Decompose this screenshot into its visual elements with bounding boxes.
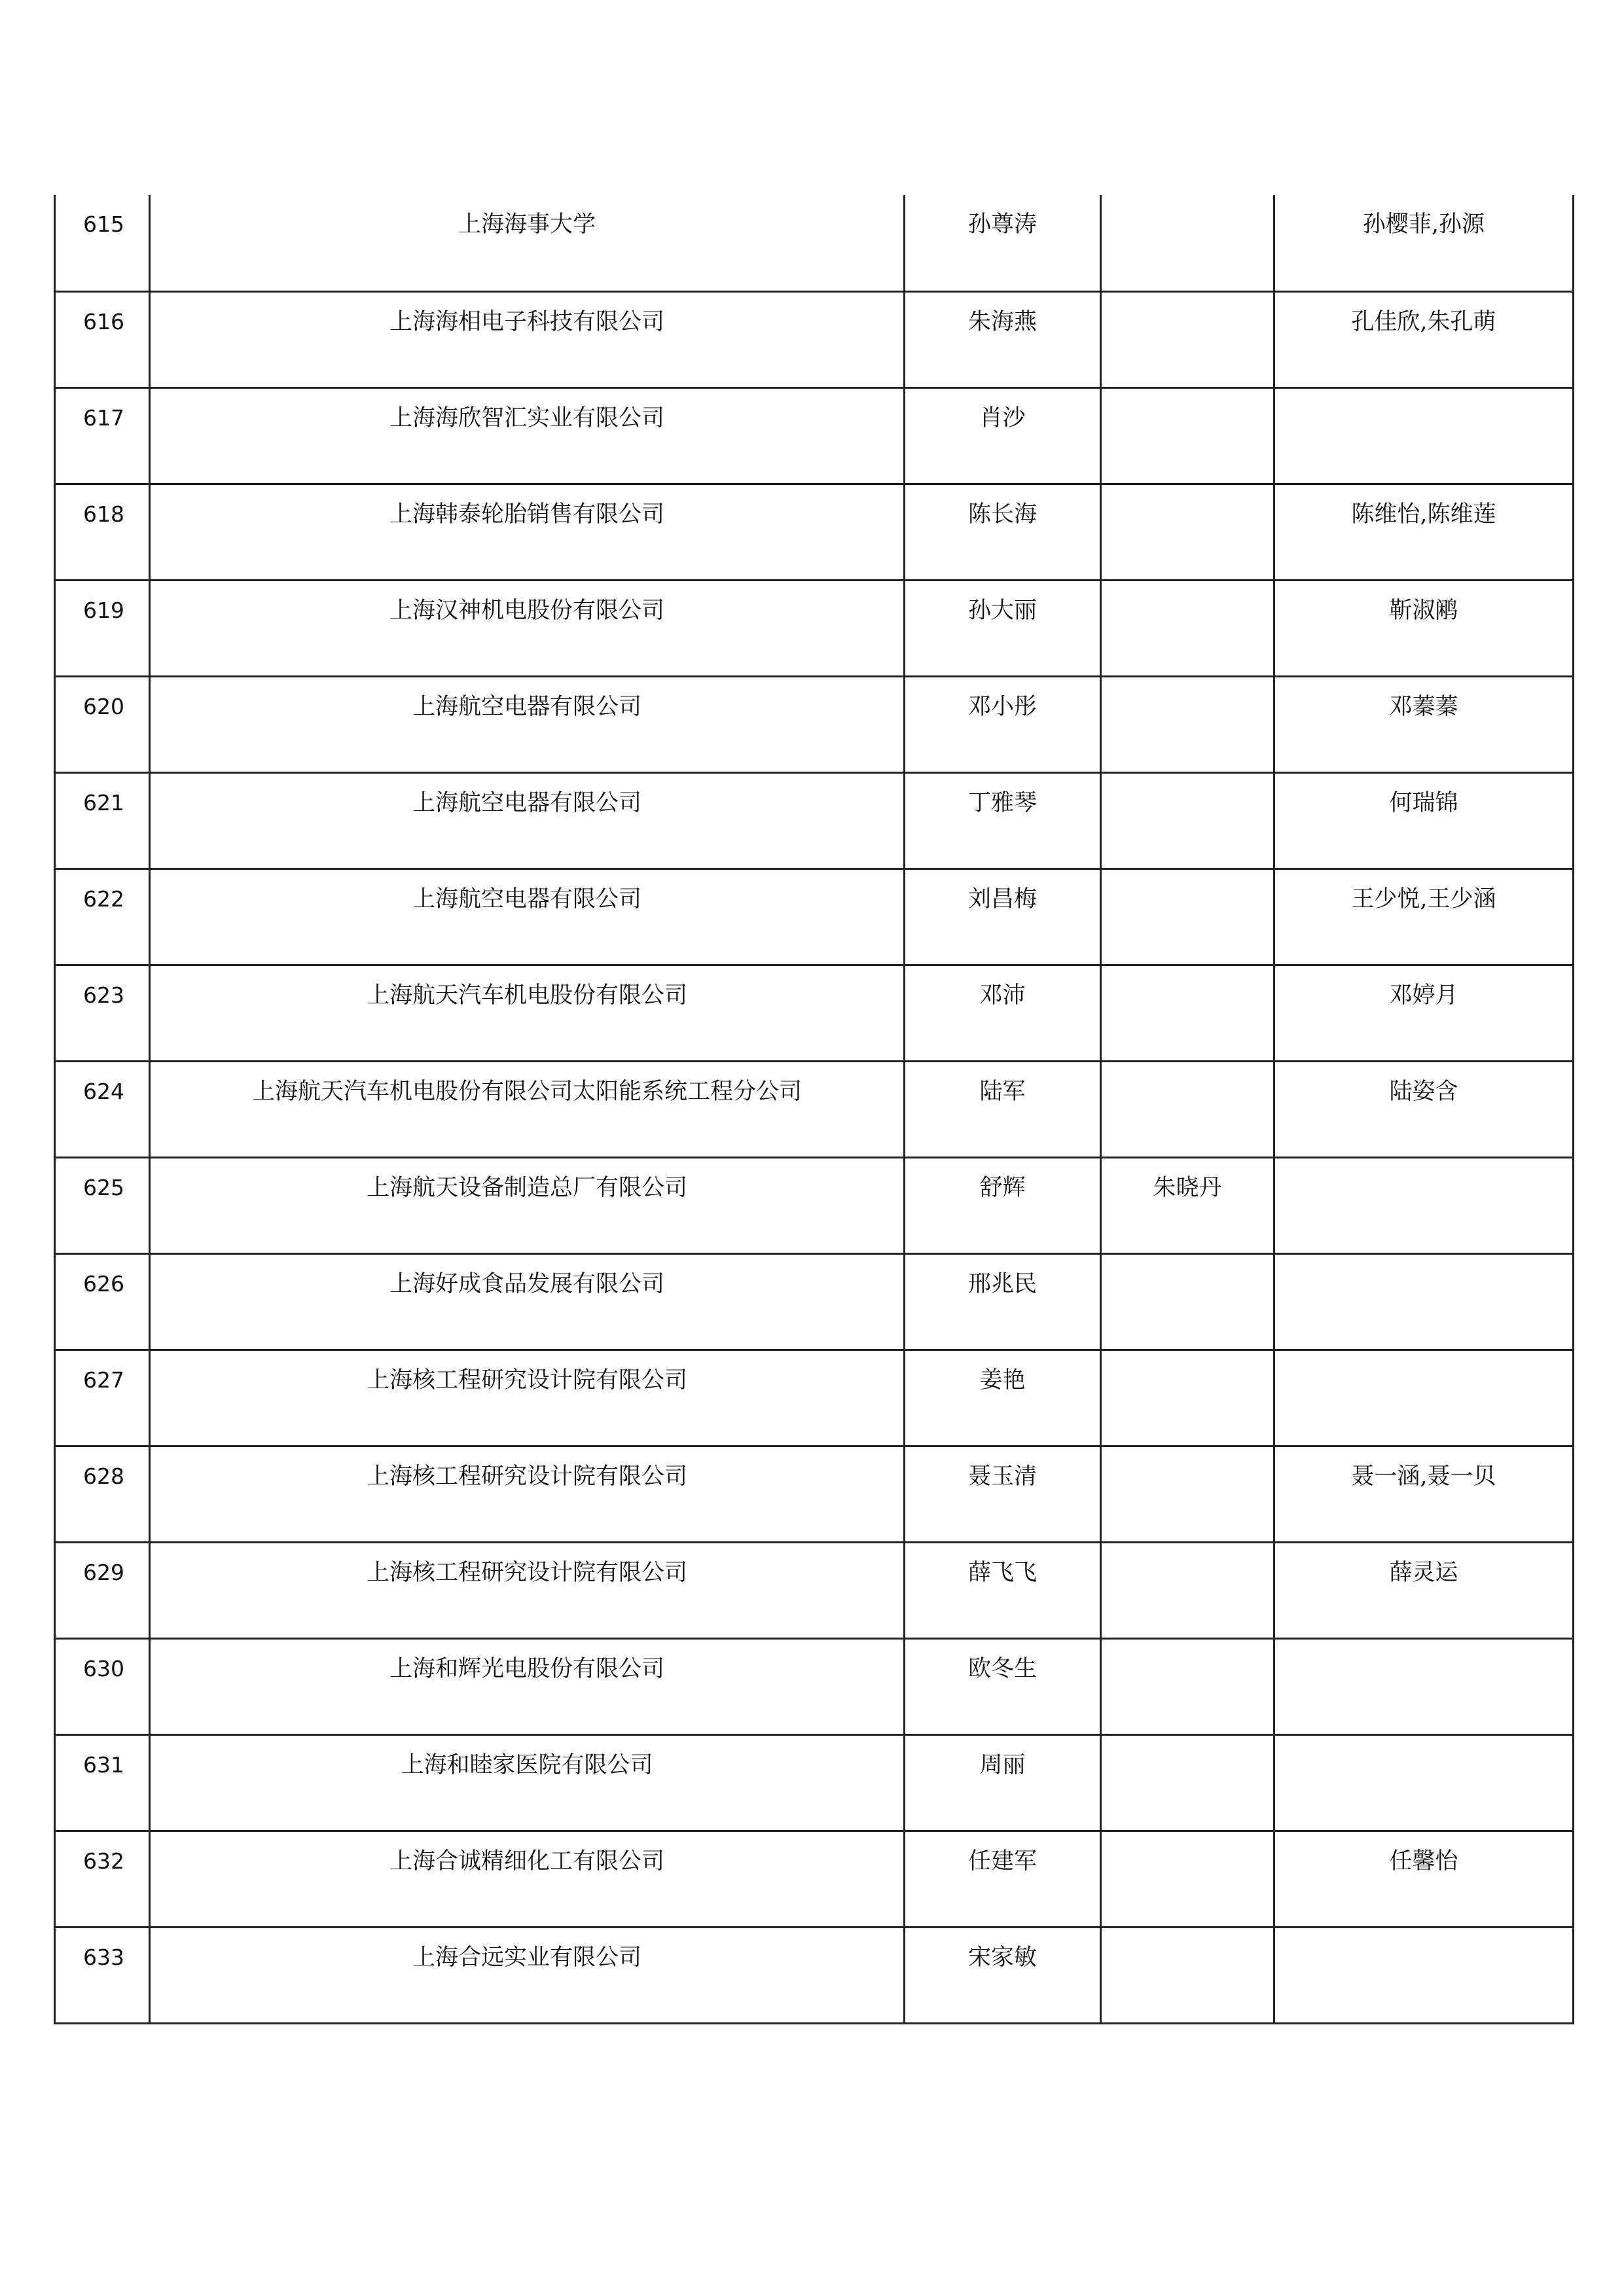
applicant-name-cell: 舒辉 (905, 1157, 1101, 1253)
children-names-cell: 陈维怡,陈维莲 (1274, 484, 1574, 580)
applicant-name-cell: 孙尊涛 (905, 195, 1101, 291)
co-applicant-cell (1101, 1542, 1274, 1638)
applicant-name-cell: 肖沙 (905, 387, 1101, 484)
children-names-cell: 薛灵运 (1274, 1542, 1574, 1638)
applicant-name-cell: 姜艳 (905, 1350, 1101, 1446)
organization-cell: 上海海相电子科技有限公司 (150, 291, 905, 387)
children-names-cell: 邓婷月 (1274, 965, 1574, 1061)
row-number-cell: 632 (55, 1831, 150, 1927)
applicant-name-cell: 聂玉清 (905, 1446, 1101, 1542)
applicant-name-cell: 孙大丽 (905, 580, 1101, 676)
table-row (55, 772, 1574, 869)
organization-cell: 上海航天设备制造总厂有限公司 (150, 1157, 905, 1253)
applicant-name-cell: 刘昌梅 (905, 869, 1101, 965)
row-number-cell: 623 (55, 965, 150, 1061)
organization-cell: 上海好成食品发展有限公司 (150, 1253, 905, 1350)
organization-cell: 上海韩泰轮胎销售有限公司 (150, 484, 905, 580)
children-names-cell (1274, 1927, 1574, 2023)
organization-cell: 上海核工程研究设计院有限公司 (150, 1542, 905, 1638)
co-applicant-cell (1101, 676, 1274, 772)
row-number-cell: 633 (55, 1927, 150, 2023)
row-number-cell: 621 (55, 772, 150, 869)
organization-cell: 上海汉神机电股份有限公司 (150, 580, 905, 676)
co-applicant-cell (1101, 1831, 1274, 1927)
organization-cell: 上海航空电器有限公司 (150, 676, 905, 772)
organization-cell: 上海和辉光电股份有限公司 (150, 1638, 905, 1734)
co-applicant-cell (1101, 1927, 1274, 2023)
children-names-cell: 邓蓁蓁 (1274, 676, 1574, 772)
applicant-name-cell: 丁雅琴 (905, 772, 1101, 869)
children-names-cell (1274, 1350, 1574, 1446)
applicant-name-cell: 朱海燕 (905, 291, 1101, 387)
children-names-cell (1274, 1253, 1574, 1350)
table-row (55, 1638, 1574, 1734)
co-applicant-cell (1101, 1061, 1274, 1157)
table-row (55, 1831, 1574, 1927)
table-row (55, 484, 1574, 580)
row-number-cell: 620 (55, 676, 150, 772)
table-row (55, 1927, 1574, 2023)
co-applicant-cell (1101, 1446, 1274, 1542)
applicant-name-cell: 邢兆民 (905, 1253, 1101, 1350)
children-names-cell: 何瑞锦 (1274, 772, 1574, 869)
applicant-name-cell: 宋家敏 (905, 1927, 1101, 2023)
organization-cell: 上海航空电器有限公司 (150, 772, 905, 869)
row-number-cell: 630 (55, 1638, 150, 1734)
row-number-cell: 624 (55, 1061, 150, 1157)
co-applicant-cell (1101, 772, 1274, 869)
organization-cell: 上海航天汽车机电股份有限公司太阳能系统工程分公司 (150, 1061, 905, 1157)
applicant-name-cell: 周丽 (905, 1734, 1101, 1831)
children-names-cell (1274, 1157, 1574, 1253)
organization-cell: 上海海欣智汇实业有限公司 (150, 387, 905, 484)
co-applicant-cell (1101, 195, 1274, 291)
children-names-cell (1274, 1638, 1574, 1734)
applicant-name-cell: 欧冬生 (905, 1638, 1101, 1734)
table-row (55, 1350, 1574, 1446)
row-number-cell: 616 (55, 291, 150, 387)
table-row (55, 1542, 1574, 1638)
co-applicant-cell (1101, 1253, 1274, 1350)
row-number-cell: 625 (55, 1157, 150, 1253)
co-applicant-cell (1101, 1350, 1274, 1446)
table-row (55, 965, 1574, 1061)
table-row (55, 580, 1574, 676)
children-names-cell (1274, 387, 1574, 484)
organization-cell: 上海航空电器有限公司 (150, 869, 905, 965)
co-applicant-cell (1101, 484, 1274, 580)
co-applicant-cell (1101, 580, 1274, 676)
table-row (55, 1734, 1574, 1831)
row-number-cell: 631 (55, 1734, 150, 1831)
row-number-cell: 619 (55, 580, 150, 676)
applicant-name-cell: 邓小彤 (905, 676, 1101, 772)
organization-cell: 上海核工程研究设计院有限公司 (150, 1446, 905, 1542)
row-number-cell: 628 (55, 1446, 150, 1542)
organization-cell: 上海核工程研究设计院有限公司 (150, 1350, 905, 1446)
table-row (55, 1061, 1574, 1157)
row-number-cell: 615 (55, 195, 150, 291)
children-names-cell: 王少悦,王少涵 (1274, 869, 1574, 965)
co-applicant-cell (1101, 869, 1274, 965)
applicant-name-cell: 任建军 (905, 1831, 1101, 1927)
children-names-cell: 孔佳欣,朱孔萌 (1274, 291, 1574, 387)
row-number-cell: 617 (55, 387, 150, 484)
organization-cell: 上海海事大学 (150, 195, 905, 291)
organization-cell: 上海合远实业有限公司 (150, 1927, 905, 2023)
document-table-container (54, 195, 1572, 2024)
children-names-cell: 孙樱菲,孙源 (1274, 195, 1574, 291)
co-applicant-cell (1101, 1734, 1274, 1831)
row-number-cell: 626 (55, 1253, 150, 1350)
applicant-name-cell: 薛飞飞 (905, 1542, 1101, 1638)
table-row (55, 195, 1574, 291)
applicant-name-cell: 陆军 (905, 1061, 1101, 1157)
organization-cell: 上海航天汽车机电股份有限公司 (150, 965, 905, 1061)
table-row (55, 387, 1574, 484)
applicant-name-cell: 陈长海 (905, 484, 1101, 580)
organization-cell: 上海合诚精细化工有限公司 (150, 1831, 905, 1927)
registry-table (54, 195, 1574, 2024)
table-row (55, 676, 1574, 772)
table-row (55, 869, 1574, 965)
children-names-cell: 靳淑鹇 (1274, 580, 1574, 676)
co-applicant-cell: 朱晓丹 (1101, 1157, 1274, 1253)
co-applicant-cell (1101, 965, 1274, 1061)
row-number-cell: 622 (55, 869, 150, 965)
table-row (55, 291, 1574, 387)
co-applicant-cell (1101, 1638, 1274, 1734)
children-names-cell: 任馨怡 (1274, 1831, 1574, 1927)
children-names-cell: 聂一涵,聂一贝 (1274, 1446, 1574, 1542)
children-names-cell: 陆姿含 (1274, 1061, 1574, 1157)
row-number-cell: 629 (55, 1542, 150, 1638)
organization-cell: 上海和睦家医院有限公司 (150, 1734, 905, 1831)
row-number-cell: 618 (55, 484, 150, 580)
table-body (55, 195, 1574, 2023)
row-number-cell: 627 (55, 1350, 150, 1446)
co-applicant-cell (1101, 291, 1274, 387)
co-applicant-cell (1101, 387, 1274, 484)
children-names-cell (1274, 1734, 1574, 1831)
applicant-name-cell: 邓沛 (905, 965, 1101, 1061)
table-row (55, 1157, 1574, 1253)
table-row (55, 1446, 1574, 1542)
table-row (55, 1253, 1574, 1350)
